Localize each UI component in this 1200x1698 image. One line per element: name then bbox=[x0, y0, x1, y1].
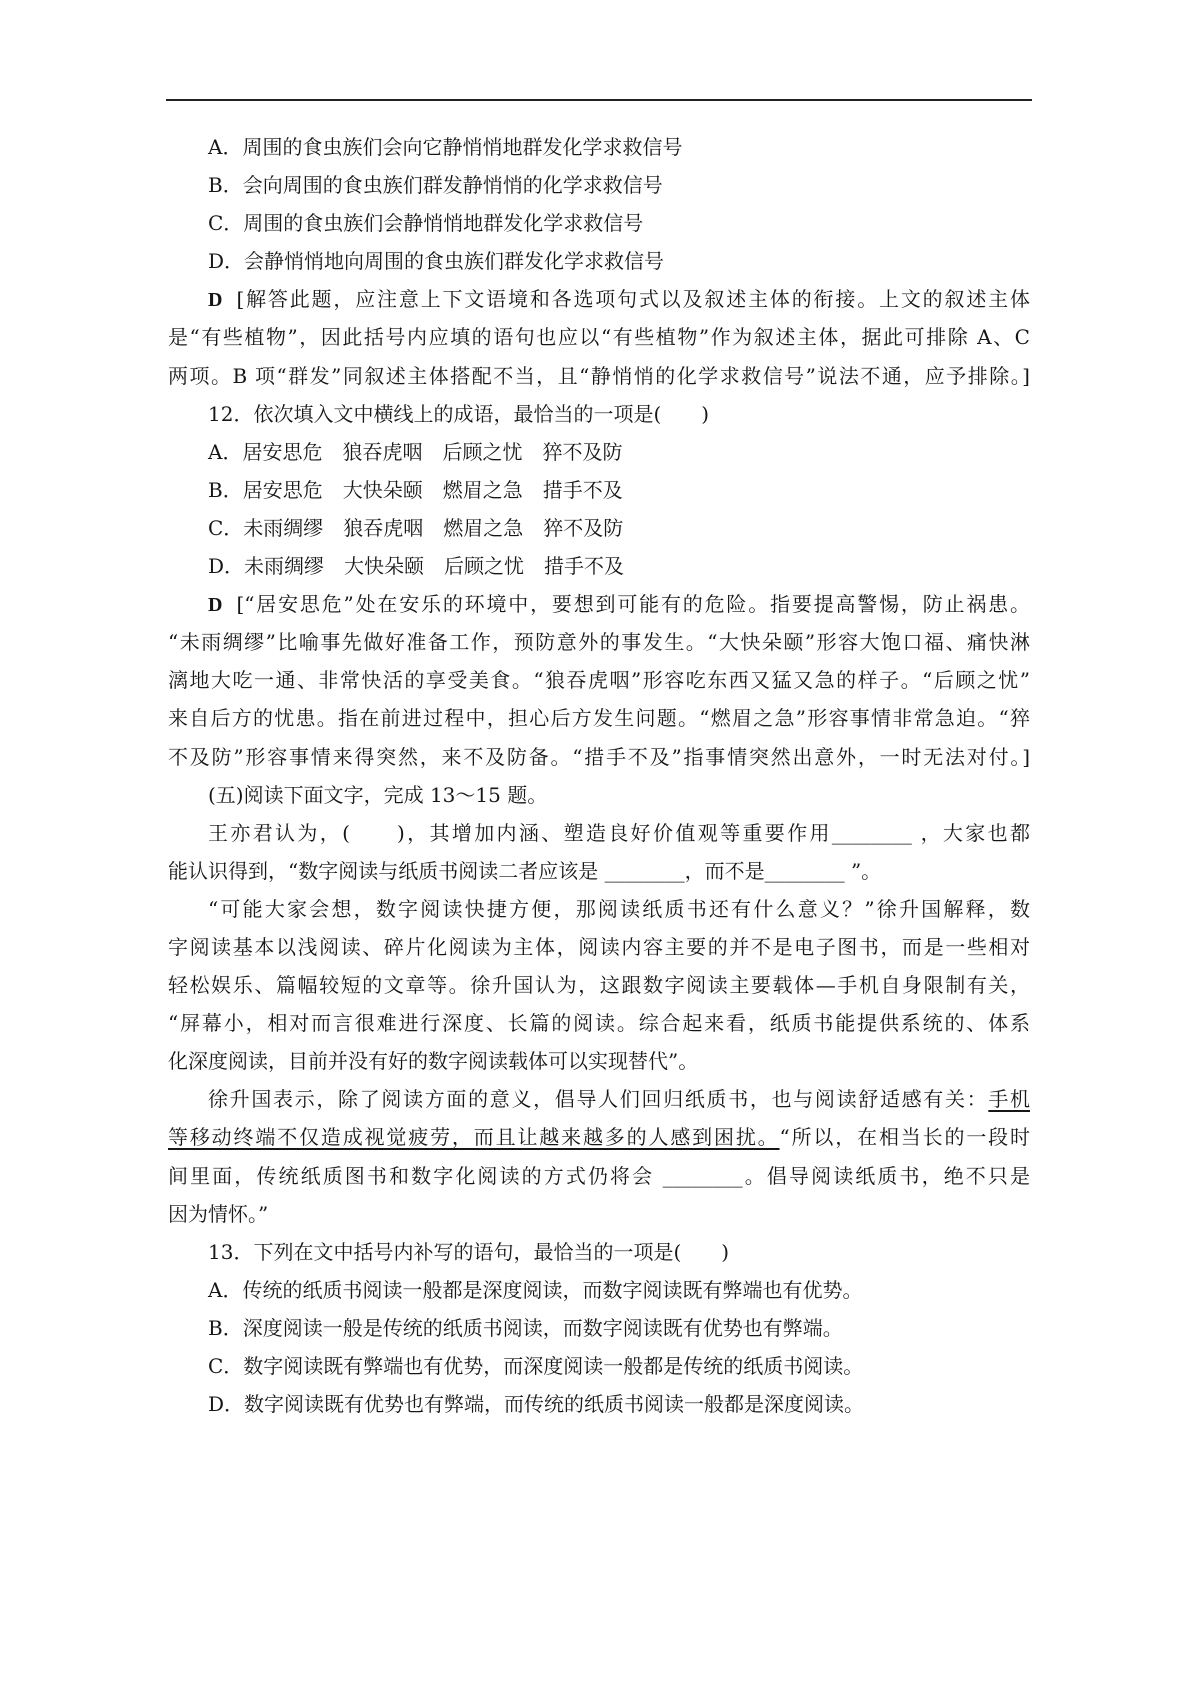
passage-p2-line-4: “屏幕小，相对而言很难进行深度、长篇的阅读。综合起来看，纸质书能提供系统的、体系 bbox=[168, 1011, 1030, 1036]
passage-p3-line-3: 间里面，传统纸质图书和数字化阅读的方式仍将会 ________。倡导阅读纸质书，绝不只是 bbox=[168, 1163, 1030, 1188]
q12-explanation-text: [“居安思危”处在安乐的环境中，要想到可能有的危险。指要提高警惕，防止祸患。 bbox=[236, 592, 1030, 617]
q13-option-c: C．数字阅读既有弊端也有优势，而深度阅读一般都是传统的纸质书阅读。 bbox=[208, 1354, 864, 1378]
q11-option-d: D．会静悄悄地向周围的食虫族们群发化学求救信号 bbox=[208, 249, 665, 274]
q11-option-c: C．周围的食虫族们会静悄悄地群发化学求救信号 bbox=[208, 211, 644, 236]
passage-p3-underlined-sentence: 等移动终端不仅造成视觉疲劳，而且让越来越多的人感到困扰。 bbox=[168, 1125, 780, 1150]
q12-option-a: A．居安思危 狼吞虎咽 后顾之忧 猝不及防 bbox=[208, 439, 623, 464]
q11-answer-line-1 bbox=[168, 280, 1030, 318]
q12-answer-line-1 bbox=[168, 585, 1030, 623]
passage-p3-line-2-text: “所以，在相当长的一段时 bbox=[779, 1125, 1030, 1150]
q13-option-a: A．传统的纸质书阅读一般都是深度阅读，而数字阅读既有弊端也有优势。 bbox=[208, 1277, 863, 1302]
q12-option-d: D．未雨绸缪 大快朵颐 后顾之忧 措手不及 bbox=[208, 554, 625, 579]
passage-p1-line-1: 王亦君认为，( )，其增加内涵、塑造良好价值观等重要作用________ ，大家也都 bbox=[208, 820, 1030, 845]
q12-stem: 12．依次填入文中横线上的成语，最恰当的一项是( ) bbox=[208, 401, 710, 426]
q12-answer-key: D bbox=[208, 594, 223, 617]
q12-explanation-line-3: 漓地大吃一通、非常快活的享受美食。“狼吞虎咽”形容吃东西又猛又急的样子。“后顾之忧” bbox=[168, 668, 1030, 693]
passage-p2-line-3: 轻松娱乐、篇幅较短的文章等。徐升国认为，这跟数字阅读主要载体—手机自身限制有关， bbox=[168, 973, 1030, 998]
passage-p3-line-1 bbox=[168, 1080, 1030, 1118]
passage-p2-line-2: 字阅读基本以浅阅读、碎片化阅读为主体，阅读内容主要的并不是电子图书，而是一些相对 bbox=[168, 934, 1030, 959]
passage-p3-underlined-start: 手机 bbox=[988, 1087, 1031, 1112]
q12-explanation-line-5: 不及防”形容事情来得突然，来不及防备。“措手不及”指事情突然出意外，一时无法对付。] bbox=[168, 744, 1030, 769]
q12-explanation-line-2: “未雨绸缪”比喻事先做好准备工作，预防意外的事发生。“大快朵颐”形容大饱口福、痛快淋 bbox=[168, 630, 1030, 655]
header-rule bbox=[166, 99, 1032, 101]
q11-option-b: B．会向周围的食虫族们群发静悄悄的化学求救信号 bbox=[208, 173, 663, 198]
q13-stem: 13．下列在文中括号内补写的语句，最恰当的一项是( ) bbox=[208, 1239, 730, 1264]
passage-p1-line-2: 能认识得到，“数字阅读与纸质书阅读二者应该是 ________，而不是________ ”。 bbox=[168, 858, 882, 883]
passage-p3-line-2 bbox=[168, 1118, 1030, 1156]
q11-explanation-text: [解答此题，应注意上下文语境和各选项句式以及叙述主体的衔接。上文的叙述主体 bbox=[236, 287, 1030, 312]
q13-option-d: D．数字阅读既有优势也有弊端，而传统的纸质书阅读一般都是深度阅读。 bbox=[208, 1392, 865, 1417]
page-body bbox=[168, 128, 1030, 1423]
q11-explanation-line-2: 是“有些植物”，因此括号内应填的语句也应以“有些植物”作为叙述主体，据此可排除 A、C bbox=[168, 325, 1030, 350]
q12-explanation-line-4: 来自后方的忧患。指在前进过程中，担心后方发生问题。“燃眉之急”形容事情非常急迫。“猝 bbox=[168, 706, 1030, 731]
q11-explanation-line-3: 两项。B 项“群发”同叙述主体搭配不当，且“静悄悄的化学求救信号”说法不通，应予排除。] bbox=[168, 363, 1030, 388]
q13-option-b: B．深度阅读一般是传统的纸质书阅读，而数字阅读既有优势也有弊端。 bbox=[208, 1315, 843, 1340]
q12-option-b: B．居安思危 大快朵颐 燃眉之急 措手不及 bbox=[208, 477, 623, 502]
passage-p2-line-1: “可能大家会想，数字阅读快捷方便，那阅读纸质书还有什么意义？”徐升国解释，数 bbox=[208, 896, 1030, 921]
q11-option-a: A．周围的食虫族们会向它静悄悄地群发化学求救信号 bbox=[208, 135, 683, 159]
section-heading: (五)阅读下面文字，完成 13～15 题。 bbox=[208, 782, 548, 807]
passage-p3-line-1-text: 徐升国表示，除了阅读方面的意义，倡导人们回归纸质书，也与阅读舒适感有关： bbox=[208, 1087, 989, 1112]
passage-p2-line-5: 化深度阅读，目前并没有好的数字阅读载体可以实现替代”。 bbox=[168, 1049, 699, 1074]
q12-option-c: C．未雨绸缪 狼吞虎咽 燃眉之急 猝不及防 bbox=[208, 515, 624, 540]
passage-p3-line-4: 因为情怀。” bbox=[168, 1201, 269, 1226]
q11-answer-key: D bbox=[208, 289, 223, 312]
